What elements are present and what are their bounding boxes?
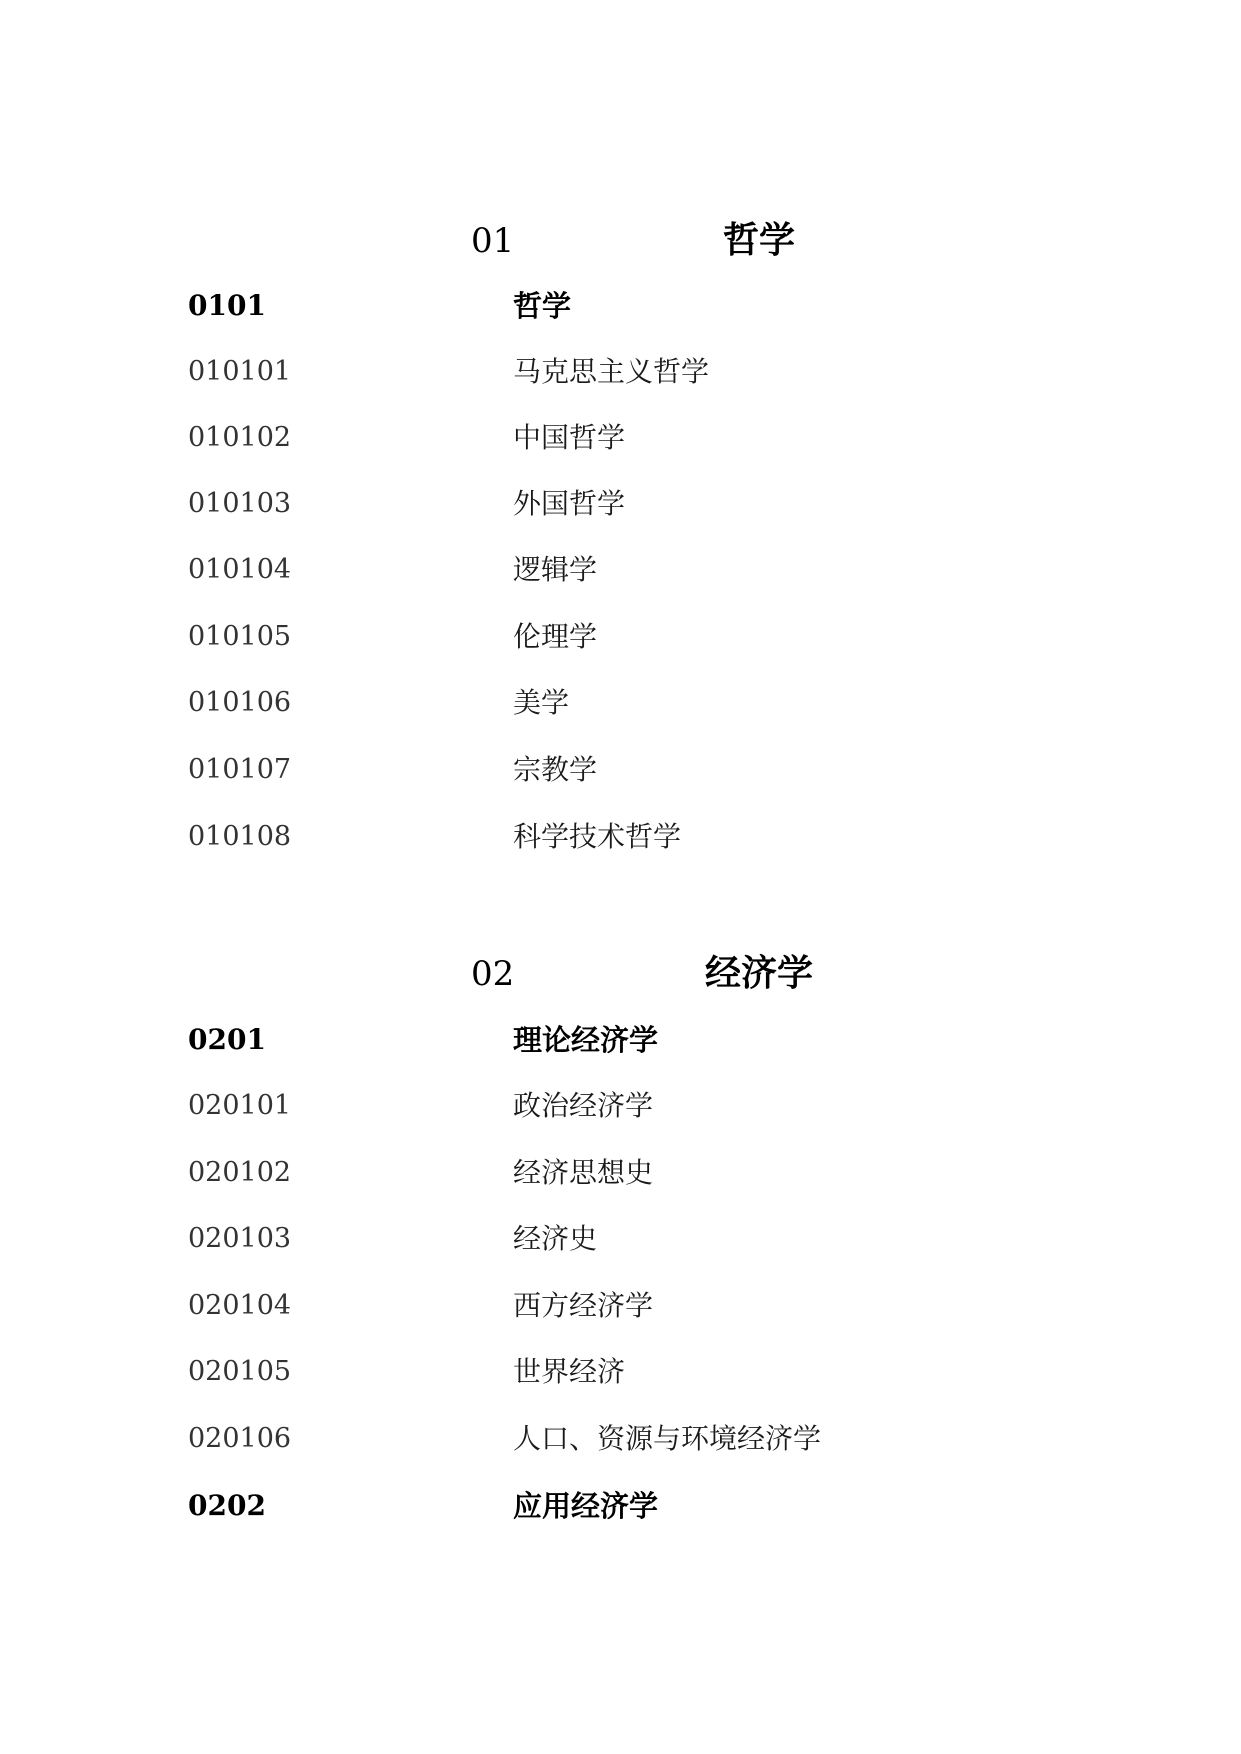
discipline-code: 010105 <box>188 621 292 652</box>
discipline-row <box>0 1283 1241 1329</box>
discipline-row <box>0 1150 1241 1196</box>
discipline-row <box>0 1083 1241 1129</box>
discipline-code: 010103 <box>188 488 292 519</box>
discipline-name: 理论经济学 <box>513 1023 659 1057</box>
section-code: 02 <box>471 954 515 994</box>
discipline-code: 020106 <box>188 1423 292 1454</box>
discipline-name: 经济思想史 <box>513 1156 654 1189</box>
discipline-code: 020102 <box>188 1157 292 1188</box>
discipline-row <box>0 547 1241 593</box>
discipline-row <box>0 1017 1241 1063</box>
discipline-row <box>0 415 1241 461</box>
discipline-row <box>0 1216 1241 1262</box>
discipline-row <box>0 283 1241 329</box>
discipline-name: 逻辑学 <box>513 553 598 586</box>
discipline-name: 伦理学 <box>513 620 598 653</box>
discipline-row <box>0 481 1241 527</box>
discipline-code: 010102 <box>188 422 292 453</box>
discipline-name: 马克思主义哲学 <box>513 355 710 388</box>
discipline-row <box>0 747 1241 793</box>
discipline-row <box>0 680 1241 726</box>
discipline-name: 科学技术哲学 <box>513 820 682 853</box>
discipline-row <box>0 1483 1241 1529</box>
discipline-code: 020101 <box>188 1090 292 1121</box>
discipline-name: 人口、资源与环境经济学 <box>513 1422 822 1455</box>
discipline-row <box>0 814 1241 860</box>
discipline-code: 010107 <box>188 754 292 785</box>
discipline-name: 哲学 <box>513 289 572 323</box>
discipline-code: 020103 <box>188 1223 292 1254</box>
discipline-code: 020105 <box>188 1356 292 1387</box>
discipline-name: 中国哲学 <box>513 421 626 454</box>
discipline-name: 西方经济学 <box>513 1289 654 1322</box>
discipline-name: 应用经济学 <box>513 1489 659 1523</box>
section-name: 经济学 <box>705 953 814 994</box>
discipline-name: 世界经济 <box>513 1355 626 1388</box>
discipline-code: 010106 <box>188 687 292 718</box>
discipline-code: 010101 <box>188 356 292 387</box>
discipline-row <box>0 1349 1241 1395</box>
discipline-code: 010108 <box>188 821 292 852</box>
section-heading <box>0 211 1241 271</box>
discipline-code: 0201 <box>188 1023 266 1056</box>
discipline-name: 政治经济学 <box>513 1089 654 1122</box>
discipline-code: 020104 <box>188 1290 292 1321</box>
discipline-name: 经济史 <box>513 1222 598 1255</box>
discipline-row <box>0 1416 1241 1462</box>
discipline-row <box>0 349 1241 395</box>
section-heading <box>0 944 1241 1004</box>
discipline-code: 0101 <box>188 289 266 322</box>
discipline-code: 010104 <box>188 554 292 585</box>
section-code: 01 <box>471 221 515 261</box>
discipline-code: 0202 <box>188 1489 266 1522</box>
discipline-row <box>0 614 1241 660</box>
section-name: 哲学 <box>723 220 796 261</box>
discipline-name: 外国哲学 <box>513 487 626 520</box>
discipline-name: 宗教学 <box>513 753 598 786</box>
discipline-name: 美学 <box>513 686 570 719</box>
